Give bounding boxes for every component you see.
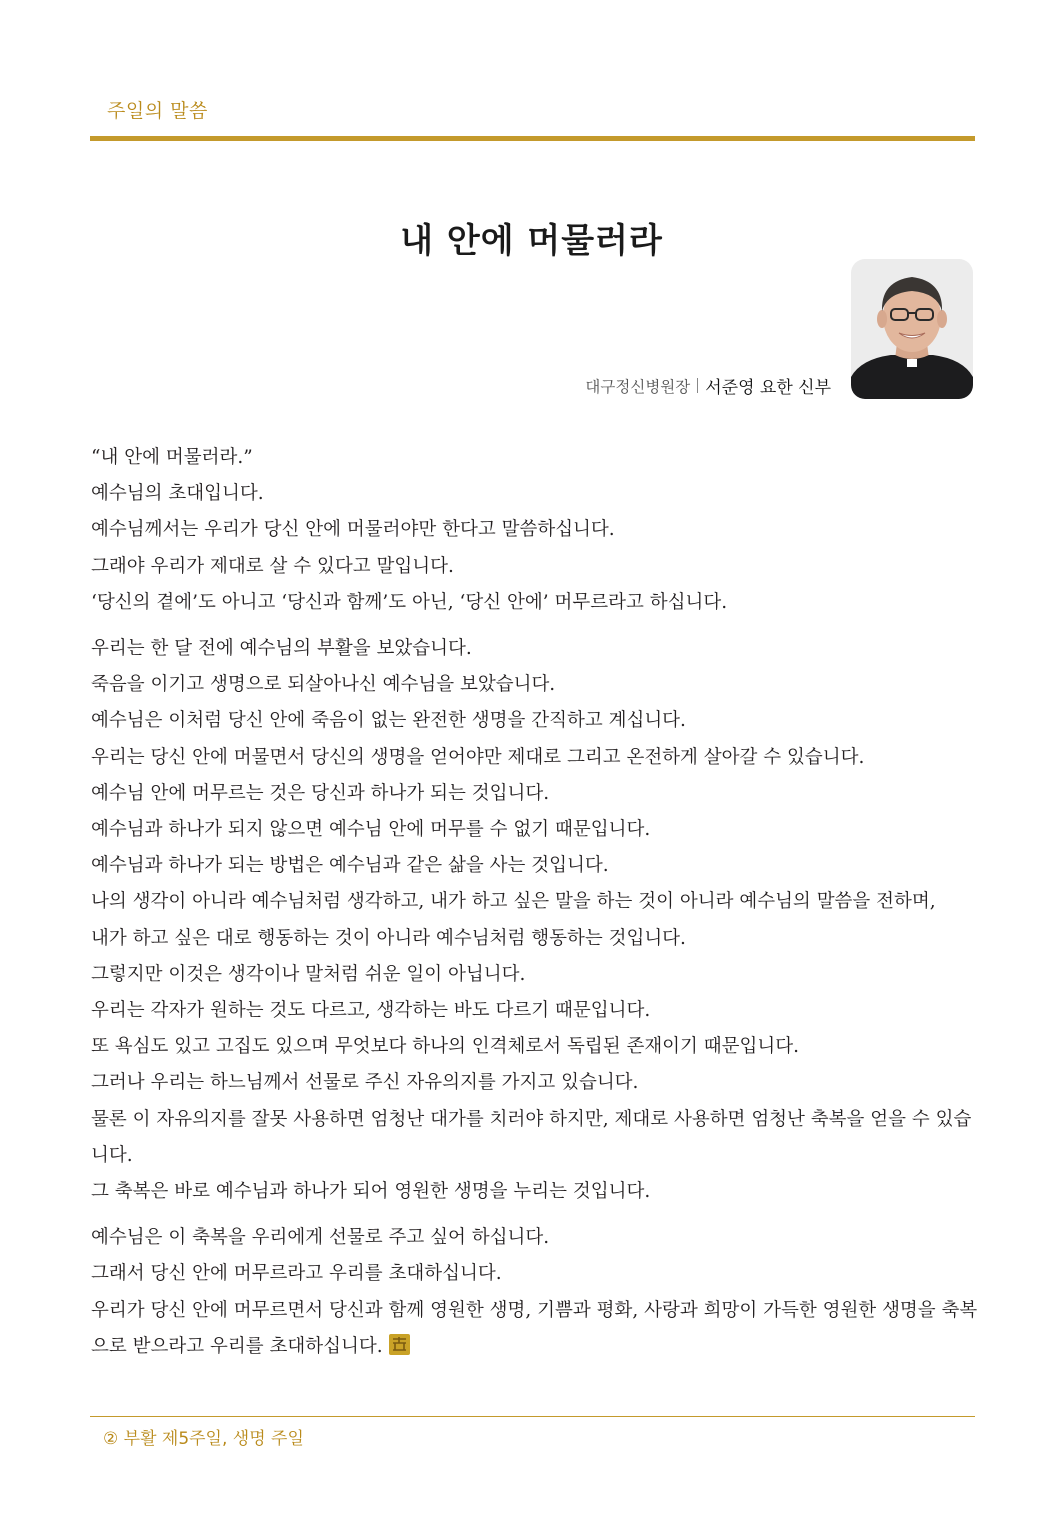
text-line: 예수님과 하나가 되는 방법은 예수님과 같은 삶을 사는 것입니다. (91, 855, 609, 877)
text-line: 그래서 당신 안에 머무르라고 우리를 초대하십니다. (91, 1263, 502, 1285)
text-line: 물론 이 자유의지를 잘못 사용하면 엄청난 대가를 치러야 하지만, 제대로 사용하면 엄청난 축복을 얻을 수 있습니다. (91, 1108, 972, 1166)
text-line: 예수님의 초대입니다. (91, 483, 264, 505)
author-byline (585, 373, 831, 398)
text-line: 우리는 당신 안에 머물면서 당신의 생명을 얻어야만 제대로 그리고 온전하게 살아갈 수 있습니다. (91, 746, 865, 768)
text-line-content: 우리가 당신 안에 머무르면서 당신과 함께 영원한 생명, 기쁨과 평화, 사랑과 희망이 가득한 영원한 생명을 축복으로 받으라고 우리를 초대하십니다. (91, 1299, 978, 1357)
paragraph (91, 440, 979, 621)
article-body (91, 440, 979, 1375)
author-portrait (851, 259, 973, 399)
footer-divider (90, 1416, 975, 1417)
byline-separator (697, 378, 698, 393)
author-name: 서준영 요한 신부 (705, 378, 831, 398)
text-line: ‘당신의 곁에’도 아니고 ‘당신과 함께’도 아닌, ‘당신 안에’ 머무르라고 하십니다. (91, 591, 728, 613)
text-line: 예수님께서는 우리가 당신 안에 머물러야만 한다고 말씀하십니다. (91, 519, 615, 541)
page-footer: ② 부활 제5주일, 생명 주일 (103, 1429, 304, 1449)
paragraph (91, 1220, 979, 1365)
paragraph (91, 631, 979, 1210)
article-title: 내 안에 머물러라 (400, 221, 663, 261)
text-line: 나의 생각이 아니라 예수님처럼 생각하고, 내가 하고 싶은 말을 하는 것이 아니라 예수님의 말씀을 전하며, (91, 891, 936, 913)
header-divider (90, 136, 975, 141)
text-line: 예수님은 이 축복을 우리에게 선물로 주고 싶어 하십니다. (91, 1227, 550, 1249)
text-line: 그러나 우리는 하느님께서 선물로 주신 자유의지를 가지고 있습니다. (91, 1072, 639, 1094)
text-line: 또 욕심도 있고 고집도 있으며 무엇보다 하나의 인격체로서 독립된 존재이기 때문입니다. (91, 1036, 800, 1058)
text-line: 그렇지만 이것은 생각이나 말처럼 쉬운 일이 아닙니다. (91, 963, 526, 985)
text-line: 우리는 각자가 원하는 것도 다르고, 생각하는 바도 다르기 때문입니다. (91, 1000, 651, 1022)
text-line: 그래야 우리가 제대로 살 수 있다고 말입니다. (91, 555, 454, 577)
author-affiliation: 대구정신병원장 (585, 377, 691, 396)
text-line (91, 1293, 979, 1365)
text-line: “내 안에 머물러라.” (91, 447, 253, 468)
text-line: 예수님과 하나가 되지 않으면 예수님 안에 머무를 수 없기 때문입니다. (91, 819, 651, 841)
text-line: 예수님은 이처럼 당신 안에 죽음이 없는 완전한 생명을 간직하고 계십니다. (91, 710, 686, 732)
text-line: 내가 하고 싶은 대로 행동하는 것이 아니라 예수님처럼 행동하는 것입니다. (91, 927, 686, 949)
text-line: 우리는 한 달 전에 예수님의 부활을 보았습니다. (91, 638, 472, 660)
text-line: 죽음을 이기고 생명으로 되살아나신 예수님을 보았습니다. (91, 674, 556, 696)
section-label: 주일의 말씀 (107, 100, 208, 122)
text-line: 예수님 안에 머무르는 것은 당신과 하나가 되는 것입니다. (91, 782, 550, 804)
text-line: 그 축복은 바로 예수님과 하나가 되어 영원한 생명을 누리는 것입니다. (91, 1181, 651, 1203)
end-mark-icon (389, 1332, 410, 1353)
